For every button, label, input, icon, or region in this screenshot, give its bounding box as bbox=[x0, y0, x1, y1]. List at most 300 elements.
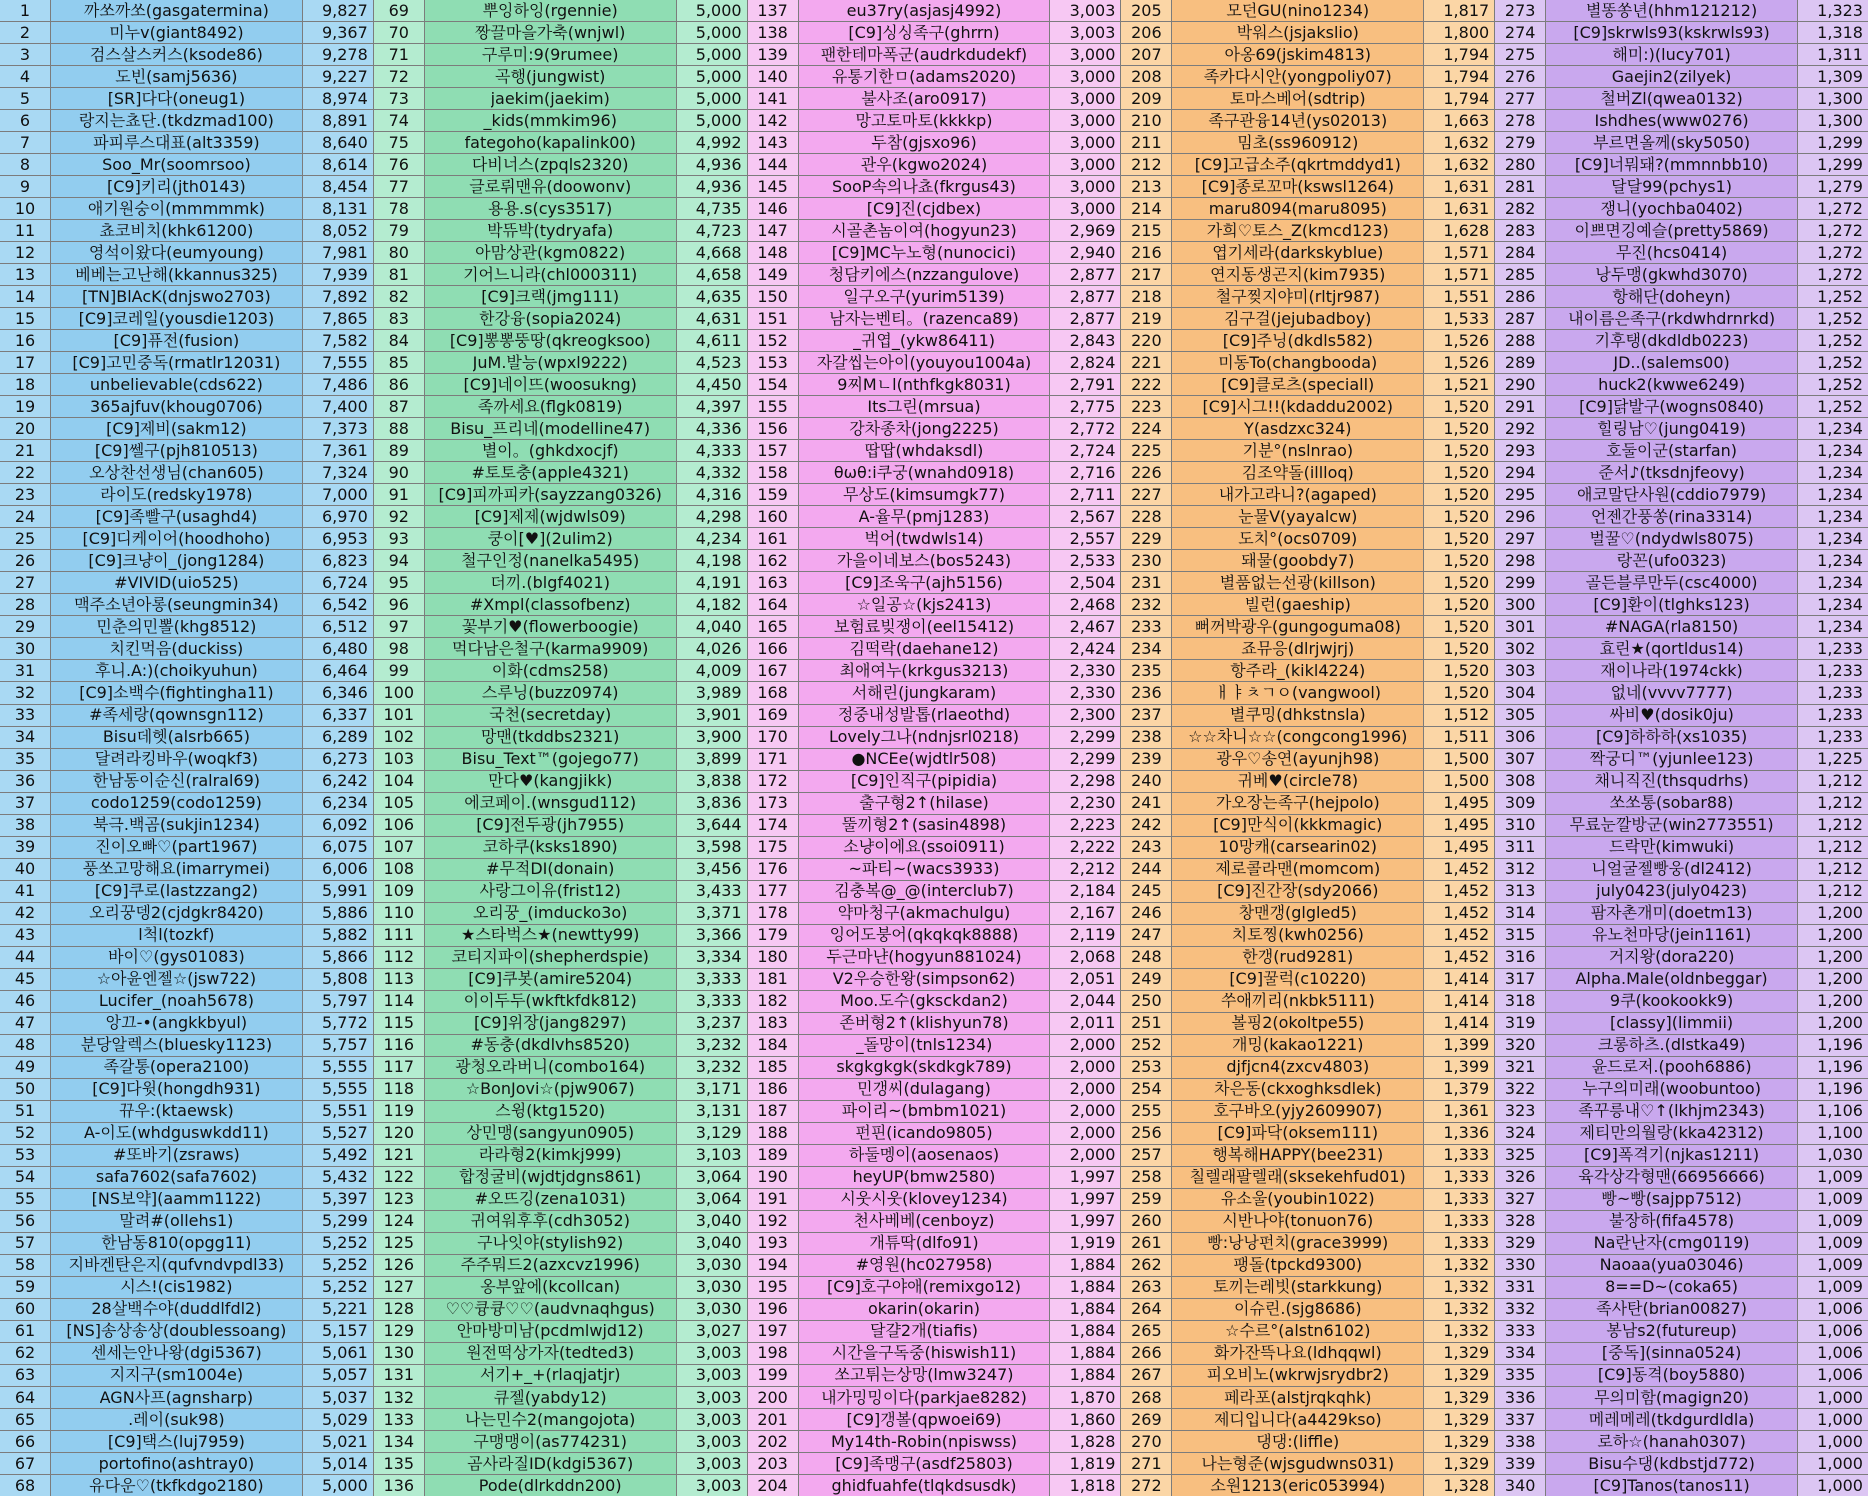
ranking-row bbox=[374, 1167, 747, 1188]
rank-cell bbox=[748, 1035, 798, 1056]
score-text: 2,167 bbox=[1069, 903, 1116, 923]
rank-cell bbox=[374, 462, 424, 483]
score-cell bbox=[1424, 1013, 1494, 1034]
score-text: 3,989 bbox=[695, 683, 742, 702]
name-cell bbox=[425, 1167, 676, 1188]
rank-text: 249 bbox=[1131, 969, 1162, 989]
name-text: fategoho(kapalink00) bbox=[464, 132, 636, 152]
rank-text: 213 bbox=[1131, 176, 1162, 196]
ranking-row bbox=[374, 881, 747, 902]
score-text: 1,520 bbox=[1443, 660, 1490, 680]
ranking-row bbox=[374, 462, 747, 483]
rank-cell bbox=[748, 418, 798, 439]
score-text: 1,000 bbox=[1817, 1475, 1863, 1495]
name-text: 오리꿍_(imducko3o) bbox=[472, 903, 628, 923]
rank-cell bbox=[1121, 1233, 1171, 1254]
score-text: 3,030 bbox=[695, 1299, 742, 1319]
score-cell bbox=[1050, 220, 1120, 241]
score-text: 1,279 bbox=[1817, 176, 1863, 196]
score-cell bbox=[1050, 749, 1120, 770]
score-text: 3,000 bbox=[1069, 154, 1116, 174]
rank-text: 273 bbox=[1504, 0, 1536, 20]
rank-cell bbox=[0, 330, 50, 351]
name-cell bbox=[799, 1189, 1050, 1210]
rank-text: 325 bbox=[1504, 1145, 1536, 1165]
name-cell bbox=[51, 638, 302, 659]
name-cell bbox=[1546, 925, 1797, 946]
score-text: 4,450 bbox=[695, 374, 742, 394]
ranking-row bbox=[0, 506, 373, 527]
score-text: 2,119 bbox=[1069, 925, 1116, 945]
score-cell bbox=[677, 198, 747, 219]
name-cell bbox=[425, 705, 676, 726]
name-cell bbox=[799, 440, 1050, 461]
name-text: 9쿠(kookookk9) bbox=[1609, 991, 1734, 1011]
name-cell bbox=[425, 264, 676, 285]
rank-cell bbox=[1495, 264, 1545, 285]
name-text: 유노천마당(jein1161) bbox=[1591, 925, 1752, 945]
rank-cell bbox=[374, 0, 424, 21]
ranking-row bbox=[748, 616, 1121, 637]
ranking-row bbox=[748, 308, 1121, 329]
rank-text: 193 bbox=[757, 1233, 788, 1253]
name-cell bbox=[1546, 793, 1797, 814]
score-text: 3,000 bbox=[1069, 88, 1116, 108]
rank-text: 322 bbox=[1504, 1079, 1536, 1099]
score-text: 1,332 bbox=[1443, 1277, 1490, 1297]
name-cell bbox=[1546, 330, 1797, 351]
rank-text: 4 bbox=[19, 66, 31, 86]
rank-cell bbox=[1495, 198, 1545, 219]
name-text: ★스타벅스★(newtty99) bbox=[460, 925, 640, 945]
name-text: 별품없는선광(killson) bbox=[1219, 572, 1376, 592]
ranking-row bbox=[1121, 1409, 1494, 1430]
score-cell bbox=[1798, 594, 1868, 615]
score-text: 3,030 bbox=[695, 1255, 742, 1275]
score-text: 1,333 bbox=[1443, 1233, 1490, 1253]
rank-cell bbox=[1495, 1255, 1545, 1276]
name-text: 창맨갱(glgled5) bbox=[1238, 903, 1357, 923]
name-cell bbox=[1546, 352, 1797, 373]
name-text: 쑤애끼리(nkbk5111) bbox=[1220, 991, 1375, 1011]
ranking-row bbox=[748, 837, 1121, 858]
rank-cell bbox=[0, 440, 50, 461]
name-cell bbox=[1546, 550, 1797, 571]
name-text: 빵~빵(sajpp7512) bbox=[1601, 1189, 1742, 1209]
score-cell bbox=[1050, 528, 1120, 549]
rank-text: 87 bbox=[388, 396, 409, 416]
score-cell bbox=[677, 220, 747, 241]
score-cell bbox=[1424, 1431, 1494, 1452]
score-text: 5,555 bbox=[321, 1057, 368, 1077]
rank-text: 111 bbox=[383, 925, 415, 945]
name-cell bbox=[799, 0, 1050, 21]
score-text: 3,030 bbox=[695, 1277, 742, 1297]
rank-text: 120 bbox=[383, 1123, 415, 1143]
rank-cell bbox=[1495, 1343, 1545, 1364]
name-text: 다비너스(zpqls2320) bbox=[471, 154, 629, 174]
score-text: 8,052 bbox=[321, 220, 368, 240]
ranking-row bbox=[0, 154, 373, 175]
score-text: 3,003 bbox=[1069, 22, 1116, 42]
rank-cell bbox=[1495, 594, 1545, 615]
rank-text: 42 bbox=[14, 903, 36, 923]
score-text: 8,891 bbox=[321, 110, 368, 130]
rank-text: 107 bbox=[383, 837, 415, 857]
score-cell bbox=[303, 1167, 373, 1188]
rank-cell bbox=[1495, 88, 1545, 109]
score-text: 1,252 bbox=[1817, 308, 1863, 328]
name-cell bbox=[799, 1233, 1050, 1254]
rank-text: 77 bbox=[388, 176, 409, 196]
ranking-row bbox=[1121, 1255, 1494, 1276]
score-cell bbox=[303, 440, 373, 461]
rank-text: 12 bbox=[14, 242, 36, 262]
name-cell bbox=[1172, 352, 1423, 373]
name-cell bbox=[799, 837, 1050, 858]
rank-text: 116 bbox=[383, 1035, 415, 1055]
score-text: 3,000 bbox=[1069, 44, 1116, 64]
name-cell bbox=[1546, 440, 1797, 461]
score-text: 2,533 bbox=[1069, 550, 1116, 570]
name-text: 연지동생곤지(kim7935) bbox=[1210, 264, 1386, 284]
score-cell bbox=[1050, 550, 1120, 571]
name-text: [C9]고급소주(qkrtmddyd1) bbox=[1194, 154, 1401, 174]
score-text: 3,003 bbox=[1069, 0, 1116, 20]
rank-cell bbox=[0, 1255, 50, 1276]
name-cell bbox=[799, 815, 1050, 836]
rank-cell bbox=[0, 308, 50, 329]
rank-text: 7 bbox=[19, 132, 31, 152]
rank-text: 253 bbox=[1131, 1057, 1162, 1077]
score-text: 5,492 bbox=[321, 1145, 368, 1165]
rank-text: 254 bbox=[1131, 1079, 1162, 1099]
score-cell bbox=[1798, 1189, 1868, 1210]
score-text: 1,520 bbox=[1443, 572, 1490, 592]
ranking-row bbox=[1495, 484, 1868, 505]
rank-cell bbox=[1121, 682, 1171, 703]
score-cell bbox=[1424, 616, 1494, 637]
score-text: 1,252 bbox=[1817, 286, 1863, 306]
score-cell bbox=[677, 771, 747, 792]
ranking-row bbox=[1495, 0, 1868, 21]
ranking-row bbox=[748, 176, 1121, 197]
name-cell bbox=[1172, 1013, 1423, 1034]
ranking-row bbox=[1495, 330, 1868, 351]
ranking-row bbox=[374, 1035, 747, 1056]
name-cell bbox=[51, 727, 302, 748]
ranking-row bbox=[0, 727, 373, 748]
score-text: 7,555 bbox=[321, 352, 368, 372]
score-text: 5,000 bbox=[695, 0, 742, 20]
rank-cell bbox=[748, 1013, 798, 1034]
score-text: 1,329 bbox=[1443, 1365, 1490, 1385]
name-cell bbox=[51, 198, 302, 219]
score-cell bbox=[1798, 1409, 1868, 1430]
score-text: 1,500 bbox=[1443, 771, 1490, 791]
rank-cell bbox=[1121, 330, 1171, 351]
ranking-row bbox=[748, 594, 1121, 615]
rank-text: 46 bbox=[14, 991, 36, 1011]
name-text: 철버Zl(qwea0132) bbox=[1600, 88, 1743, 108]
ranking-row bbox=[0, 682, 373, 703]
name-cell bbox=[425, 1277, 676, 1298]
score-cell bbox=[1050, 1101, 1120, 1122]
score-cell bbox=[303, 506, 373, 527]
score-text: 1,495 bbox=[1443, 837, 1490, 857]
name-text: 오리꿍뎅2(cjdgkr8420) bbox=[89, 903, 264, 923]
score-text: 2,711 bbox=[1069, 484, 1116, 504]
ranking-row bbox=[0, 330, 373, 351]
rank-text: 174 bbox=[757, 815, 788, 835]
ranking-row bbox=[1121, 638, 1494, 659]
rank-text: 339 bbox=[1504, 1453, 1536, 1473]
rank-cell bbox=[1495, 0, 1545, 21]
name-text: Gaejin2(zilyek) bbox=[1611, 66, 1732, 86]
ranking-row bbox=[1121, 176, 1494, 197]
name-text: 재이나라(1974ckk) bbox=[1600, 660, 1743, 680]
name-cell bbox=[1172, 176, 1423, 197]
score-cell bbox=[1050, 947, 1120, 968]
score-cell bbox=[1424, 749, 1494, 770]
name-text: 쿵이[♥](2ulim2) bbox=[487, 528, 613, 548]
score-cell bbox=[303, 991, 373, 1012]
ranking-row bbox=[374, 154, 747, 175]
name-text: JuM.발능(wpxl9222) bbox=[472, 352, 628, 372]
rank-text: 177 bbox=[757, 881, 788, 901]
name-cell bbox=[1172, 110, 1423, 131]
score-text: 7,939 bbox=[321, 264, 368, 284]
ranking-row bbox=[1121, 1013, 1494, 1034]
name-cell bbox=[1546, 418, 1797, 439]
score-cell bbox=[303, 176, 373, 197]
name-text: 광우♡송연(ayunjh98) bbox=[1216, 749, 1380, 769]
score-text: 5,014 bbox=[321, 1453, 368, 1473]
score-text: 5,797 bbox=[321, 991, 368, 1011]
ranking-row bbox=[374, 660, 747, 681]
name-text: 항해단(doheyn) bbox=[1612, 286, 1731, 306]
rank-text: 126 bbox=[383, 1255, 415, 1275]
rank-text: 153 bbox=[757, 352, 788, 372]
ranking-row bbox=[748, 1079, 1121, 1100]
rank-cell bbox=[0, 132, 50, 153]
score-text: 3,232 bbox=[695, 1035, 742, 1055]
score-text: 3,333 bbox=[695, 991, 742, 1011]
score-text: 9,227 bbox=[321, 66, 368, 86]
ranking-row bbox=[1121, 440, 1494, 461]
rank-cell bbox=[1495, 1057, 1545, 1078]
rank-cell bbox=[374, 837, 424, 858]
score-text: 1,511 bbox=[1443, 727, 1490, 747]
score-cell bbox=[1050, 132, 1120, 153]
name-cell bbox=[425, 1475, 676, 1496]
rank-text: 63 bbox=[14, 1365, 36, 1385]
score-text: 1,233 bbox=[1817, 660, 1863, 680]
score-cell bbox=[1424, 176, 1494, 197]
name-text: 언젠간풍쏭(rina3314) bbox=[1590, 506, 1753, 526]
score-text: 1,328 bbox=[1443, 1475, 1490, 1495]
name-cell bbox=[1172, 1387, 1423, 1408]
score-cell bbox=[1798, 440, 1868, 461]
rank-cell bbox=[748, 1431, 798, 1452]
rank-text: 200 bbox=[757, 1387, 788, 1407]
rank-cell bbox=[0, 462, 50, 483]
score-text: 5,252 bbox=[321, 1233, 368, 1253]
rank-cell bbox=[748, 506, 798, 527]
rank-text: 62 bbox=[14, 1343, 36, 1363]
rank-text: 134 bbox=[383, 1431, 415, 1451]
name-text: 국천(secretday) bbox=[489, 705, 612, 725]
name-cell bbox=[425, 132, 676, 153]
rank-text: 127 bbox=[383, 1277, 415, 1297]
name-cell bbox=[1546, 1057, 1797, 1078]
rank-cell bbox=[0, 1321, 50, 1342]
score-text: 1,828 bbox=[1069, 1431, 1116, 1451]
ranking-row bbox=[0, 308, 373, 329]
score-text: 1,233 bbox=[1817, 727, 1863, 747]
name-text: [C9]인직구(pipidia) bbox=[850, 771, 998, 791]
name-cell bbox=[1546, 110, 1797, 131]
name-cell bbox=[51, 1145, 302, 1166]
rank-cell bbox=[374, 1453, 424, 1474]
score-text: 1,399 bbox=[1443, 1035, 1490, 1055]
rank-text: 316 bbox=[1504, 947, 1536, 967]
score-cell bbox=[1798, 484, 1868, 505]
rank-cell bbox=[0, 374, 50, 395]
rank-cell bbox=[1121, 1299, 1171, 1320]
ranking-row bbox=[1495, 771, 1868, 792]
ranking-row bbox=[0, 1211, 373, 1232]
score-text: 1,318 bbox=[1817, 22, 1863, 42]
score-text: 3,003 bbox=[695, 1365, 742, 1385]
score-cell bbox=[677, 110, 747, 131]
name-cell bbox=[425, 1453, 676, 1474]
name-text: 곰사라질ID(kdgi5367) bbox=[467, 1453, 634, 1473]
rank-cell bbox=[748, 572, 798, 593]
name-text: 모던GU(nino1234) bbox=[1226, 0, 1370, 20]
rank-cell bbox=[374, 110, 424, 131]
rank-text: 278 bbox=[1504, 110, 1536, 130]
rank-cell bbox=[0, 1387, 50, 1408]
ranking-row bbox=[1121, 903, 1494, 924]
score-cell bbox=[303, 154, 373, 175]
score-text: 1,521 bbox=[1443, 374, 1490, 394]
rank-text: 178 bbox=[757, 903, 788, 923]
ranking-row bbox=[1495, 1365, 1868, 1386]
rank-cell bbox=[374, 1255, 424, 1276]
name-text: [C9]제비(sakm12) bbox=[106, 418, 247, 438]
rank-cell bbox=[748, 132, 798, 153]
ranking-row bbox=[1121, 44, 1494, 65]
ranking-row bbox=[748, 220, 1121, 241]
score-cell bbox=[1050, 462, 1120, 483]
score-text: 4,631 bbox=[695, 308, 742, 328]
ranking-row bbox=[1121, 374, 1494, 395]
score-text: 1,520 bbox=[1443, 594, 1490, 614]
ranking-row bbox=[748, 198, 1121, 219]
rank-text: 239 bbox=[1131, 749, 1162, 769]
name-cell bbox=[1172, 1145, 1423, 1166]
score-cell bbox=[677, 1233, 747, 1254]
rank-cell bbox=[1495, 352, 1545, 373]
ranking-row bbox=[1495, 1321, 1868, 1342]
rank-cell bbox=[0, 660, 50, 681]
ranking-row bbox=[1121, 1387, 1494, 1408]
name-cell bbox=[1172, 1365, 1423, 1386]
score-cell bbox=[303, 1123, 373, 1144]
ranking-row bbox=[374, 0, 747, 21]
ranking-row bbox=[1495, 418, 1868, 439]
score-cell bbox=[677, 815, 747, 836]
rank-cell bbox=[1495, 110, 1545, 131]
name-text: 존버형2↑(klishyun78) bbox=[839, 1013, 1009, 1033]
name-text: Bisu_프리네(modelline47) bbox=[450, 418, 651, 438]
name-cell bbox=[425, 484, 676, 505]
rank-text: 51 bbox=[14, 1101, 36, 1121]
rank-cell bbox=[1495, 682, 1545, 703]
name-text: 윤드로저.(pooh6886) bbox=[1591, 1057, 1752, 1077]
score-cell bbox=[1050, 154, 1120, 175]
rank-text: 163 bbox=[757, 572, 788, 592]
rank-cell bbox=[0, 1233, 50, 1254]
name-cell bbox=[799, 462, 1050, 483]
name-cell bbox=[425, 154, 676, 175]
score-cell bbox=[303, 682, 373, 703]
ranking-row bbox=[374, 242, 747, 263]
ranking-row bbox=[374, 682, 747, 703]
rank-cell bbox=[1121, 837, 1171, 858]
score-text: 1,333 bbox=[1443, 1167, 1490, 1187]
score-cell bbox=[677, 793, 747, 814]
name-text: 치킨먹음(duckiss) bbox=[109, 638, 244, 658]
score-cell bbox=[303, 66, 373, 87]
rank-text: 229 bbox=[1131, 528, 1162, 548]
score-text: 1,860 bbox=[1069, 1409, 1116, 1429]
rank-text: 5 bbox=[19, 88, 31, 108]
rank-cell bbox=[1121, 506, 1171, 527]
rank-text: 97 bbox=[388, 616, 409, 636]
score-text: 6,092 bbox=[321, 815, 368, 835]
name-text: Na란난자(cmg0119) bbox=[1593, 1233, 1750, 1253]
score-text: 6,234 bbox=[321, 793, 368, 813]
rank-text: 145 bbox=[757, 176, 788, 196]
rank-text: 285 bbox=[1504, 264, 1536, 284]
rank-cell bbox=[374, 572, 424, 593]
score-text: 5,000 bbox=[695, 22, 742, 42]
rank-cell bbox=[748, 308, 798, 329]
rank-text: 332 bbox=[1504, 1299, 1536, 1319]
rank-text: 242 bbox=[1131, 815, 1162, 835]
rank-text: 293 bbox=[1504, 440, 1536, 460]
rank-cell bbox=[1121, 572, 1171, 593]
rank-text: 94 bbox=[388, 550, 409, 570]
ranking-row bbox=[748, 1431, 1121, 1452]
ranking-row bbox=[1495, 1057, 1868, 1078]
rank-text: 26 bbox=[14, 550, 36, 570]
score-text: 3,000 bbox=[1069, 66, 1116, 86]
rank-cell bbox=[1495, 969, 1545, 990]
name-cell bbox=[51, 1365, 302, 1386]
name-text: #Xmpl(classofbenz) bbox=[469, 594, 631, 614]
rank-cell bbox=[748, 1387, 798, 1408]
name-text: 8==D~(coka65) bbox=[1605, 1277, 1739, 1297]
ranking-row bbox=[1121, 308, 1494, 329]
rank-text: 21 bbox=[14, 440, 36, 460]
name-cell bbox=[1546, 286, 1797, 307]
score-cell bbox=[1798, 176, 1868, 197]
ranking-row bbox=[0, 220, 373, 241]
rank-cell bbox=[1121, 374, 1171, 395]
